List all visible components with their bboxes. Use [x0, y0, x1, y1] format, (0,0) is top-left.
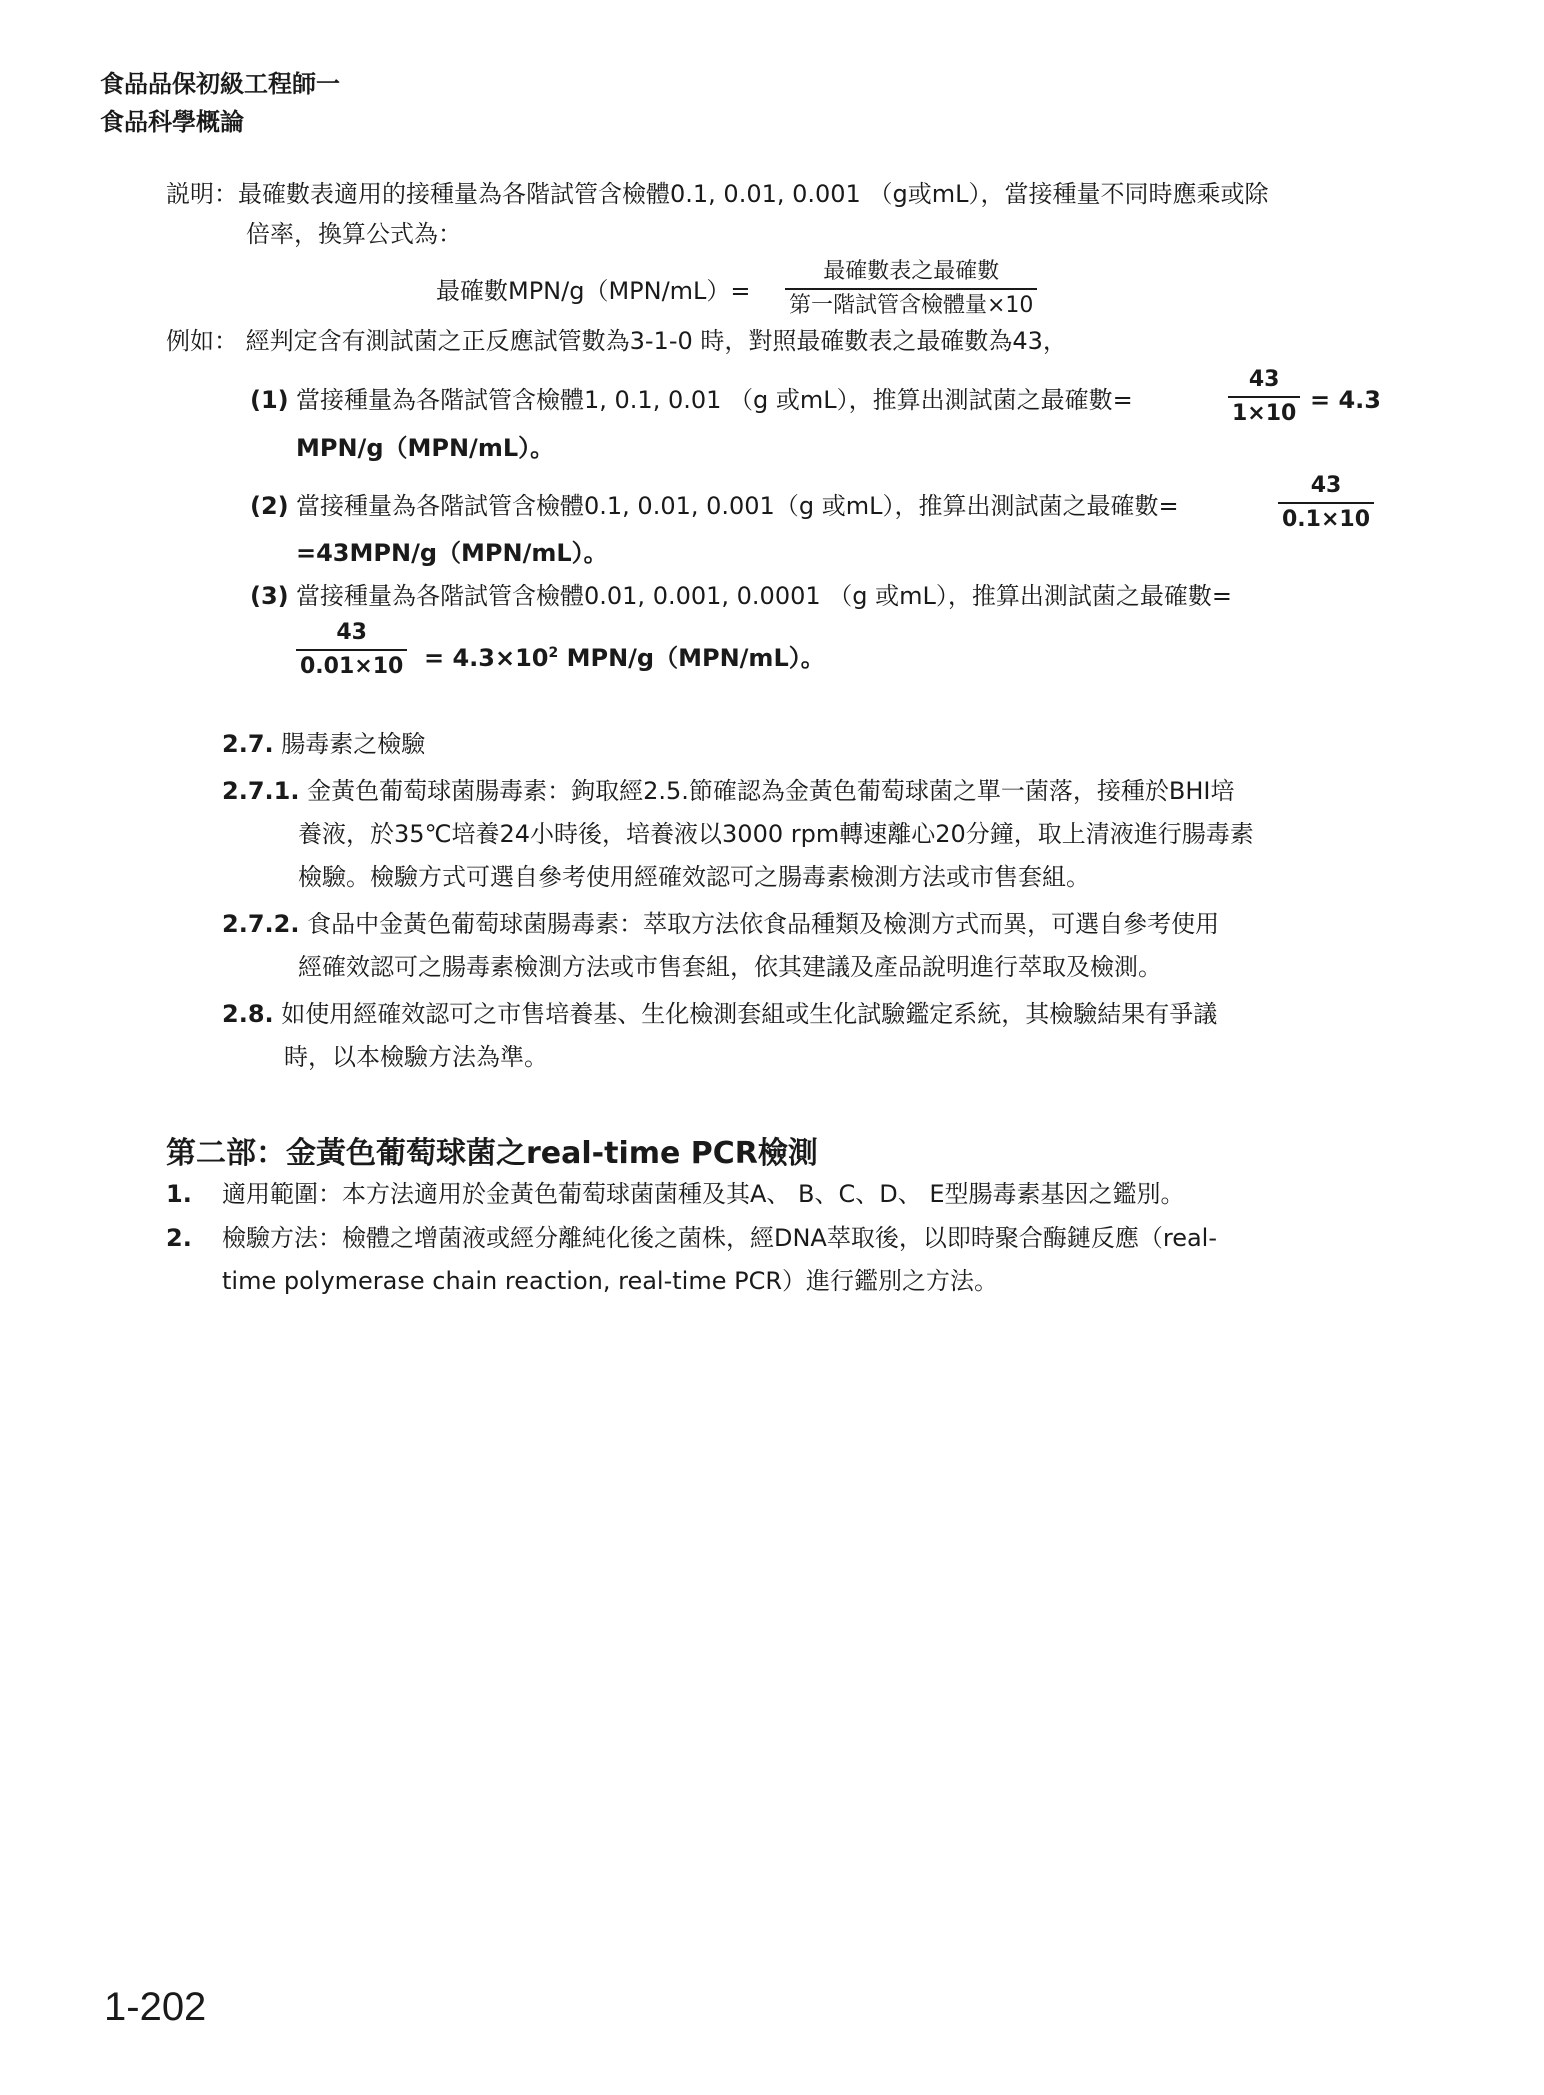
note-line-2: 倍率，換算公式為： — [246, 220, 462, 248]
page-number: 1-202 — [104, 1985, 207, 2029]
section-2-7-2-line-1: 2.7.2. 食品中金黃色葡萄球菌腸毒素：萃取方法依食品種類及檢測方式而異，可選自參考使用 — [222, 910, 1220, 938]
part-2-title: 第二部：金黃色葡萄球菌之real-time PCR檢測 — [166, 1136, 818, 1171]
formula-fraction — [785, 256, 1037, 322]
section-2-7-2-line-2: 經確效認可之腸毒素檢測方法或市售套組，依其建議及產品說明進行萃取及檢測。 — [298, 953, 1162, 981]
part-2-item-2-line-2: time polymerase chain reaction, real-time PCR）進行鑑別之方法。 — [222, 1267, 999, 1295]
part-2-item-2-number: 2. — [166, 1224, 192, 1252]
example-item-1-line-2: MPN/g（MPN/mL）。 — [296, 434, 555, 462]
section-2-7-title: 2.7. 腸毒素之檢驗 — [222, 730, 426, 758]
header-title: 食品品保初級工程師一 — [100, 70, 340, 98]
note-line-1: 説明：最確數表適用的接種量為各階試管含檢體0.1, 0.01, 0.001 （g或mL），當接種量不同時應乘或除 — [166, 180, 1269, 208]
example-item-1-denominator: 1×10 — [1232, 401, 1297, 426]
section-2-7-1-line-2: 養液，於35℃培養24小時後，培養液以3000 rpm轉速離心20分鐘，取上清液進行腸毒素 — [298, 820, 1254, 848]
example-item-3-numerator: 43 — [296, 617, 407, 651]
section-2-7-1-line-3: 檢驗。檢驗方式可選自參考使用經確效認可之腸毒素檢測方法或市售套組。 — [298, 863, 1090, 891]
example-item-2-numerator: 43 — [1278, 470, 1374, 504]
part-2-item-1-number: 1. — [166, 1180, 192, 1208]
example-item-1-result: = 4.3 — [1310, 386, 1381, 414]
example-item-1-numerator: 43 — [1228, 364, 1300, 398]
formula-numerator: 最確數表之最確數 — [785, 256, 1037, 290]
example-item-3-marker: (3) — [250, 582, 289, 610]
formula-denominator: 第一階試管含檢體量×10 — [789, 293, 1034, 318]
example-item-1-fraction — [1228, 364, 1300, 430]
example-intro: 例如： 經判定含有測試菌之正反應試管數為3-1-0 時，對照最確數表之最確數為43， — [166, 327, 1067, 355]
example-item-2-marker: (2) — [250, 492, 289, 520]
example-item-3-denominator: 0.01×10 — [300, 654, 404, 679]
example-item-1-text: 當接種量為各階試管含檢體1, 0.1, 0.01 （g 或mL），推算出測試菌之最確數= — [296, 386, 1133, 414]
section-2-7-1-line-1: 2.7.1. 金黃色葡萄球菌腸毒素：鉤取經2.5.節確認為金黃色葡萄球菌之單一菌落，接種於BHI培 — [222, 777, 1235, 805]
section-2-8-line-2: 時，以本檢驗方法為準。 — [284, 1043, 548, 1071]
part-2-item-2-line-1: 檢驗方法：檢體之增菌液或經分離純化後之菌株，經DNA萃取後，以即時聚合酶鏈反應（real- — [222, 1224, 1217, 1252]
example-item-2-fraction — [1278, 470, 1374, 536]
example-item-2-line-2: =43MPN/g（MPN/mL）。 — [296, 539, 608, 567]
example-item-2-text: 當接種量為各階試管含檢體0.1, 0.01, 0.001（g 或mL），推算出測試菌之最確數= — [296, 492, 1179, 520]
example-item-3-result: = $4.3\times 10^2$ MPN/g（MPN/mL）。 — [424, 644, 825, 672]
example-item-3-fraction — [296, 617, 407, 683]
part-2-item-1-text: 適用範圍：本方法適用於金黃色葡萄球菌菌種及其A、 B、C、D、 E型腸毒素基因之鑑別。 — [222, 1180, 1185, 1208]
section-2-8-line-1: 2.8. 如使用經確效認可之市售培養基、生化檢測套組或生化試驗鑑定系統，其檢驗結果有爭議 — [222, 1000, 1218, 1028]
example-item-3-text: 當接種量為各階試管含檢體0.01, 0.001, 0.0001 （g 或mL），推算出測試菌之最確數= — [296, 582, 1232, 610]
formula-left: 最確數MPN/g（MPN/mL）= — [436, 277, 751, 305]
example-item-2-denominator: 0.1×10 — [1282, 507, 1371, 532]
example-item-1-marker: (1) — [250, 386, 289, 414]
header-subtitle: 食品科學概論 — [100, 108, 244, 136]
